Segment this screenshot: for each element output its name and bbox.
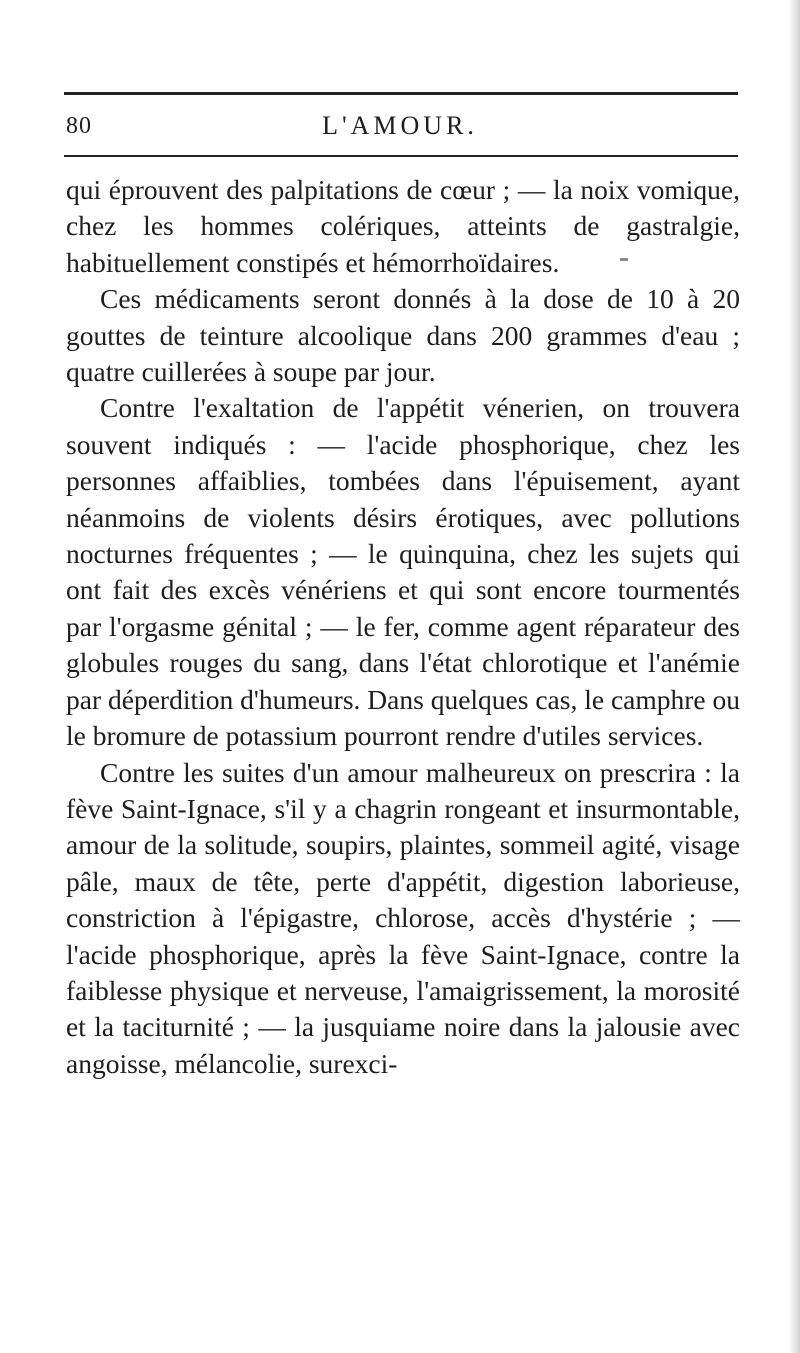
header-top-rule [64,92,738,95]
running-title: L'AMOUR. [322,111,478,140]
body-text [66,172,740,1082]
page-number: 80 [66,113,92,139]
paragraph-2: Ces médicaments seront donnés à la dose de 10 à 20 gouttes de teinture alcoolique dans 200 grammes d'eau ; quatre cuillerées à soupe par jour. [66,283,740,388]
paragraph-4: Contre les suites d'un amour malheureux on prescrira : la fève Saint-Ignace, s'il y a chagrin rongeant et insurmontable, amour de la solitude, soupirs, plaintes, sommeil agité, visage pâle, maux de tête, perte d'appétit, digestion laborieuse, constriction à l'épigastre, chlorose, accès d'hystérie ; — l'acide phosphorique, après la fève Saint-Ignace, contre la faiblesse physique et nerveuse, l'amaigrissement, la morosité et la taciturnité ; — la jusquiame noire dans la jalousie avec angoisse, mélancolie, surexci- [66,756,740,1079]
paragraph-1: qui éprouvent des palpitations de cœur ; — la noix vomique, chez les hommes colériques, atteints de gastralgie, habituellement constipés et hémorrhoïdaires. [66,174,740,278]
page-edge [788,0,800,1353]
header-bottom-rule [64,155,738,157]
paragraph-3: Contre l'exaltation de l'appétit vénerien, on trouvera souvent indiqués : — l'acide phosphorique, chez les personnes affaiblies, tombées dans l'épuisement, ayant néanmoins de violents désirs érotiques, avec pollutions nocturnes fréquentes ; — le quinquina, chez les sujets qui ont fait des excès vénériens et qui sont encore tourmentés par l'orgasme génital ; — le fer, comme agent réparateur des globules rouges du sang, dans l'état chlorotique et l'anémie par déperdition d'humeurs. Dans quelques cas, le camphre ou le bromure de potassium pourront rendre d'utiles services. [66,392,740,752]
